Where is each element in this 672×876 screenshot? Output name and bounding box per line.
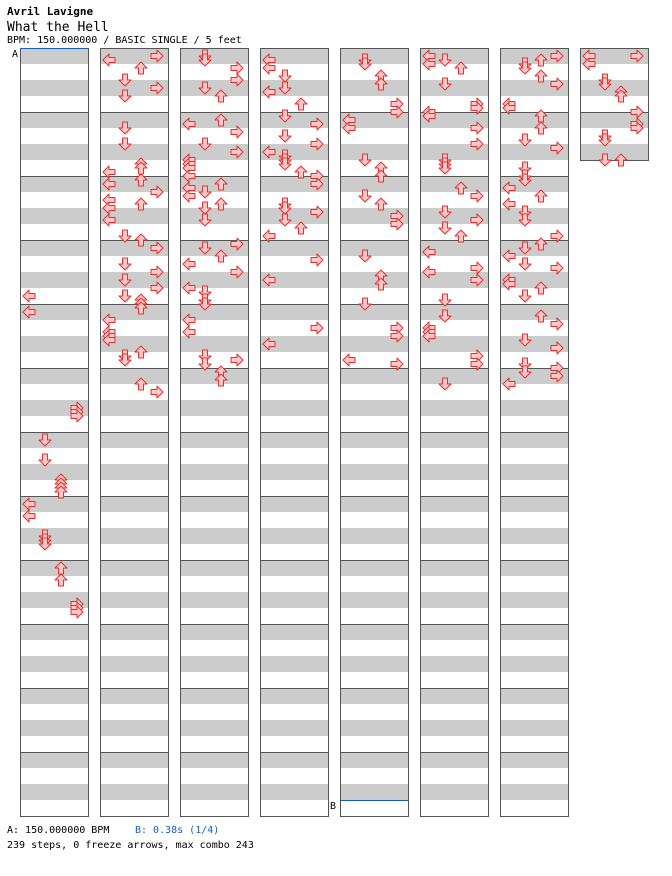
song-artist: Avril Lavigne [7, 5, 94, 18]
beat-stripe [20, 560, 88, 576]
step-summary: 239 steps, 0 freeze arrows, max combo 243 [7, 840, 254, 851]
beat-stripe [340, 784, 408, 800]
beat-stripe [20, 720, 88, 736]
song-title: What the Hell [7, 20, 109, 35]
measure-column [500, 48, 569, 817]
left-arrow [23, 290, 35, 302]
beat-stripe [100, 400, 168, 416]
beat-stripe [180, 784, 248, 800]
beat-stripe [500, 752, 568, 768]
measure-column [420, 48, 489, 817]
beat-stripe [180, 720, 248, 736]
down-arrow [119, 290, 131, 302]
beat-stripe [420, 432, 488, 448]
beat-stripe [20, 112, 88, 128]
beat-stripe [500, 624, 568, 640]
beat-stripe [260, 624, 328, 640]
right-arrow [151, 386, 163, 398]
beat-stripe [100, 112, 168, 128]
beat-stripe [420, 304, 488, 320]
beat-stripe [180, 368, 248, 384]
chart-info: BPM: 150.000000 / BASIC SINGLE / 5 feet [7, 35, 242, 46]
beat-stripe [180, 656, 248, 672]
beat-stripe [20, 656, 88, 672]
beat-stripe [260, 720, 328, 736]
beat-stripe [100, 688, 168, 704]
beat-stripe [500, 464, 568, 480]
beat-stripe [180, 752, 248, 768]
measure-column [20, 48, 89, 817]
beat-stripe [340, 240, 408, 256]
beat-stripe [500, 304, 568, 320]
beat-stripe [20, 432, 88, 448]
beat-stripe [420, 496, 488, 512]
beat-stripe [420, 528, 488, 544]
beat-stripe [340, 688, 408, 704]
left-arrow [183, 258, 195, 270]
beat-stripe [180, 560, 248, 576]
beat-stripe [20, 176, 88, 192]
beat-stripe [260, 400, 328, 416]
beat-stripe [500, 208, 568, 224]
beat-stripe [100, 528, 168, 544]
beat-stripe [100, 720, 168, 736]
beat-stripe [340, 80, 408, 96]
beat-stripe [260, 560, 328, 576]
beat-stripe [100, 432, 168, 448]
measure-column [260, 48, 329, 817]
beat-stripe [180, 432, 248, 448]
beat-stripe [180, 496, 248, 512]
beat-stripe [180, 400, 248, 416]
beat-stripe [340, 272, 408, 288]
beat-stripe [20, 240, 88, 256]
beat-stripe [500, 656, 568, 672]
legend-a: A: 150.000000 BPM [7, 825, 110, 836]
down-arrow [119, 258, 131, 270]
up-arrow [295, 98, 307, 110]
beat-stripe [20, 624, 88, 640]
beat-stripe [260, 784, 328, 800]
beat-stripe [340, 400, 408, 416]
beat-stripe [100, 752, 168, 768]
beat-stripe [420, 368, 488, 384]
beat-stripe [260, 752, 328, 768]
beat-stripe [420, 400, 488, 416]
beat-stripe [260, 528, 328, 544]
beat-stripe [500, 688, 568, 704]
beat-stripe [340, 464, 408, 480]
beat-stripe [500, 720, 568, 736]
beat-stripe [20, 48, 88, 64]
beat-stripe [180, 208, 248, 224]
beat-stripe [260, 240, 328, 256]
beat-stripe [340, 720, 408, 736]
beat-stripe [180, 464, 248, 480]
beat-stripe [100, 144, 168, 160]
beat-stripe [180, 624, 248, 640]
beat-stripe [260, 688, 328, 704]
beat-stripe [420, 784, 488, 800]
beat-stripe [100, 784, 168, 800]
marker-b: B [330, 801, 337, 812]
beat-stripe [420, 176, 488, 192]
beat-stripe [20, 528, 88, 544]
beat-stripe [20, 784, 88, 800]
beat-stripe [500, 432, 568, 448]
beat-stripe [180, 48, 248, 64]
beat-stripe [260, 368, 328, 384]
beat-stripe [500, 400, 568, 416]
beat-stripe [100, 368, 168, 384]
beat-stripe [100, 624, 168, 640]
down-arrow [519, 258, 531, 270]
beat-stripe [20, 208, 88, 224]
beat-stripe [420, 80, 488, 96]
right-arrow [231, 354, 243, 366]
beat-stripe [180, 336, 248, 352]
beat-stripe [20, 272, 88, 288]
beat-stripe [100, 464, 168, 480]
beat-stripe [20, 144, 88, 160]
beat-stripe [420, 560, 488, 576]
beat-stripe [340, 496, 408, 512]
beat-stripe [100, 656, 168, 672]
beat-stripe [100, 496, 168, 512]
beat-stripe [260, 592, 328, 608]
beat-stripe [580, 144, 648, 160]
beat-stripe [340, 528, 408, 544]
beat-stripe [500, 112, 568, 128]
left-arrow [343, 354, 355, 366]
beat-stripe [420, 688, 488, 704]
beat-stripe [500, 592, 568, 608]
beat-stripe [420, 592, 488, 608]
beat-stripe [500, 560, 568, 576]
beat-stripe [180, 688, 248, 704]
beat-stripe [420, 752, 488, 768]
beat-stripe [340, 144, 408, 160]
beat-stripe [500, 528, 568, 544]
beat-stripe [180, 528, 248, 544]
beat-stripe [340, 592, 408, 608]
down-arrow [519, 290, 531, 302]
beat-stripe [420, 624, 488, 640]
beat-stripe [580, 80, 648, 96]
beat-stripe [340, 624, 408, 640]
beat-stripe [340, 560, 408, 576]
beat-stripe [20, 368, 88, 384]
beat-stripe [500, 784, 568, 800]
beat-stripe [260, 432, 328, 448]
right-arrow [311, 322, 323, 334]
down-arrow [279, 130, 291, 142]
beat-stripe [340, 368, 408, 384]
beat-stripe [340, 304, 408, 320]
marker-a: A [12, 49, 19, 60]
beat-stripe [180, 592, 248, 608]
beat-stripe [420, 464, 488, 480]
beat-stripe [340, 48, 408, 64]
beat-stripe [340, 432, 408, 448]
beat-stripe [20, 80, 88, 96]
beat-stripe [420, 656, 488, 672]
legend-b: B: 0.38s (1/4) [135, 825, 220, 836]
beat-stripe [20, 464, 88, 480]
beat-stripe [260, 304, 328, 320]
beat-stripe [20, 688, 88, 704]
beat-stripe [340, 752, 408, 768]
beat-stripe [500, 496, 568, 512]
beat-stripe [20, 752, 88, 768]
beat-stripe [340, 656, 408, 672]
beat-stripe [340, 176, 408, 192]
beat-stripe [100, 592, 168, 608]
beat-stripe [20, 336, 88, 352]
beat-stripe [420, 720, 488, 736]
measure-column [100, 48, 169, 817]
beat-stripe [100, 560, 168, 576]
beat-stripe [260, 656, 328, 672]
beat-stripe [260, 496, 328, 512]
measure-column [340, 48, 409, 817]
beat-stripe [260, 464, 328, 480]
